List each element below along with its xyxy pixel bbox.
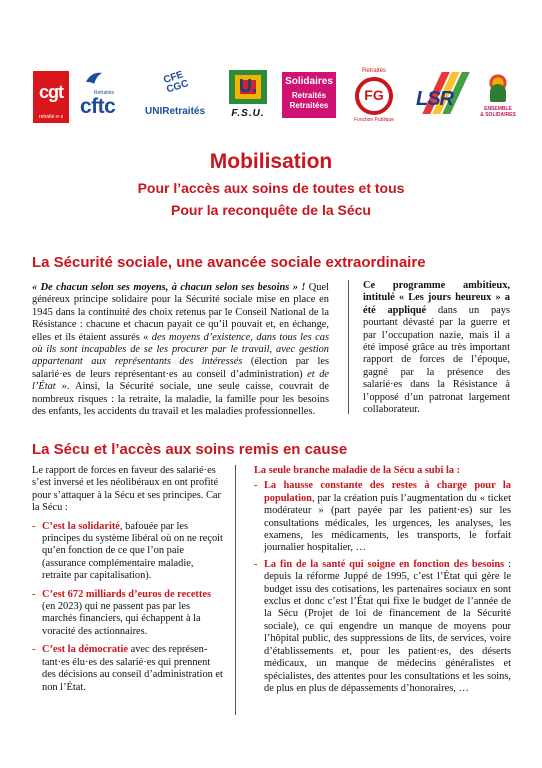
ensemble-solidaires-logo — [476, 70, 520, 126]
cfe-cgc-logo-mark: CFE CGC — [162, 69, 190, 96]
cgt-logo — [33, 71, 69, 123]
fonction-publique-logo — [346, 68, 402, 126]
section-1-paragraph — [32, 282, 329, 418]
section-1-aside-bold: Ce programme ambitieux, intitulé « Les jours heureux » a été appliqué — [363, 280, 510, 316]
list-item — [32, 589, 225, 639]
section-2-right-column — [254, 465, 511, 699]
list-item-bold: La fin de la santé qui soigne en fonction des besoins — [264, 558, 505, 570]
solidaires-logo-sub2: Retraitées — [289, 101, 329, 110]
dove-icon — [84, 70, 104, 90]
cftc-logo-name: cftc — [80, 95, 116, 118]
ensemble-logo-text — [476, 106, 520, 118]
list-item-text: , bafouée par les principes du système libéral où on ne reçoit qu’en fonction de ce que l’on paie (assurance complémentaire maladie, retraite par capitalisation). — [42, 520, 223, 582]
list-item-bold: C’est 672 milliards d’euros de recettes — [42, 588, 212, 600]
section-1-body-3: ». Ainsi, la Sécurité sociale, une seule caisse, couvrait de nombreux risques : la retraite, la maladie, la famille pour les besoins des enfants, les accidents du travail et les maladies professionnelles. — [32, 381, 329, 418]
page-subtitle-1: Pour l’accès aux soins de toutes et tous — [137, 180, 405, 196]
fp-logo-top: Retraités — [361, 68, 386, 74]
section-1-body-2: (élection par les salarié·es de leurs représentant·es au conseil d’administration) — [32, 356, 329, 380]
list-item — [254, 559, 511, 695]
list-item-text: avec des représen-tant·es élu·es des salarié·es qui prennent des décisions au conseil d’administration et non l’État. — [42, 644, 223, 693]
fp-logo-bottom: Fonction Publique — [353, 117, 395, 123]
section-2-left-column — [32, 465, 236, 715]
cftc-logo — [76, 68, 136, 124]
page-subtitle-2: Pour la reconquête de la Sécu — [171, 202, 371, 218]
fsu-logo-name: F.S.U. — [231, 108, 265, 119]
figure-icon — [490, 84, 506, 102]
section-1-body-1: Quel généreux principe solidaire pour la Sécurité sociale mise en place en 1945 dans la continuité des choix retenus par le Conseil National de la Résistance : chacune et chacun payait ce qu’il pouvait et, en échange, elles et ils étaient assurés « — [32, 282, 329, 343]
dash-bullet: - — [32, 644, 36, 656]
list-item-text: (en 2023) qui ne passent pas par les marchés financiers, qui échappent à la voracité des actionnaires. — [42, 601, 201, 637]
dash-bullet: - — [32, 520, 36, 532]
solidaires-logo — [282, 72, 336, 118]
section-2-title: La Sécu et l’accès aux soins remis en cause — [32, 441, 348, 458]
section-2-right-heading: La seule branche maladie de la Sécu a subi la : — [254, 465, 461, 476]
fsu-logo-mark: U. — [239, 76, 257, 96]
dash-bullet: - — [254, 480, 258, 492]
section-1-aside — [348, 280, 510, 414]
health-branch-list — [254, 480, 511, 695]
solidaires-logo-sub1: Retraités — [291, 91, 327, 100]
list-item-bold: La hausse constante des restes à charge pour la population — [264, 480, 511, 504]
cfe-cgc-logo — [145, 68, 217, 124]
fp-logo-mark: FG — [364, 87, 384, 103]
list-item — [32, 521, 225, 583]
cgt-logo-name: cgt — [39, 82, 63, 102]
lsr-logo-name: LSR — [416, 88, 453, 110]
union-logos — [30, 68, 520, 128]
list-item — [32, 644, 225, 694]
solidaires-logo-sub — [282, 91, 336, 111]
cfe-cgc-logo-name: UNIRetraités — [145, 106, 206, 117]
ensemble-logo-line1: ENSEMBLE — [484, 106, 512, 112]
lsr-logo — [410, 70, 466, 122]
secu-features-list — [32, 521, 225, 694]
list-item — [254, 480, 511, 554]
solidarity-quote: « De chacun selon ses moyens, à chacun selon ses besoins » ! — [32, 282, 306, 293]
section-2-intro: Le rapport de forces en faveur des salarié·es s’est inversé et les néolibéraux en ont profité pour s’attaquer à la Sécu et ses principes. Car la Sécu : — [32, 465, 221, 514]
list-item-bold: C’est la démocratie — [42, 644, 128, 656]
section-1-title: La Sécurité sociale, une avancée sociale extraordinaire — [32, 254, 426, 271]
list-item-text: , par la création puis l’augmentation du « ticket modérateur » (part payée par les patient·es) sur les consultations médicales, les urgences, les analyses, les examens, les médicaments, les transports, le forfait journalier hospitalier, … — [264, 492, 511, 554]
solidaires-logo-name: Solidaires — [285, 76, 333, 87]
page-title: Mobilisation — [209, 150, 333, 173]
cgt-logo-sub: retraité·e·s — [38, 114, 64, 120]
list-item-text: : depuis la réforme Juppé de 1995, c’est l’État qui gère le budget issu des cotisations, les partenaires sociaux en sont exclus et donc c’est l’État qui fixe le budget de l’année de la Sécu (Projet de loi de financement de la Sécurité sociale), ce qui engendre un manque de moyens pour l’hôpital public, des suppressions de lits, de services, voire d’établissements et, pour les patient·es, des déserts médicaux, un manque de médecins généralistes et spécialistes, des attentes pour les consultations et les soins, de plus en plus de dépassements d’honoraires, … — [264, 558, 511, 694]
cftc-logo-sub: Retraités — [94, 90, 115, 96]
ensemble-logo-line2: & SOLIDAIRES — [480, 112, 516, 118]
list-item-bold: C’est la solidarité — [42, 520, 120, 532]
fsu-logo — [223, 70, 273, 126]
section-1-italic-2: et de l’État — [32, 368, 330, 393]
dash-bullet: - — [254, 558, 258, 570]
dash-bullet: - — [32, 588, 36, 600]
section-1-italic-1: des moyens d’existence, dans tous les cas où ils sont incapables de se les procurer par le travail, avec gestion appartenant aux représentants des intéressés — [32, 331, 329, 368]
section-1-aside-text: dans un pays pourtant dévasté par la guerre et par l’occupation nazie, mais il a été imposé grâce au très important rapport de forces de l’époque, gagné par la présence des salarié·es dans la Résistance à l’opposé d’un patronat largement collaborateur. — [363, 304, 510, 416]
